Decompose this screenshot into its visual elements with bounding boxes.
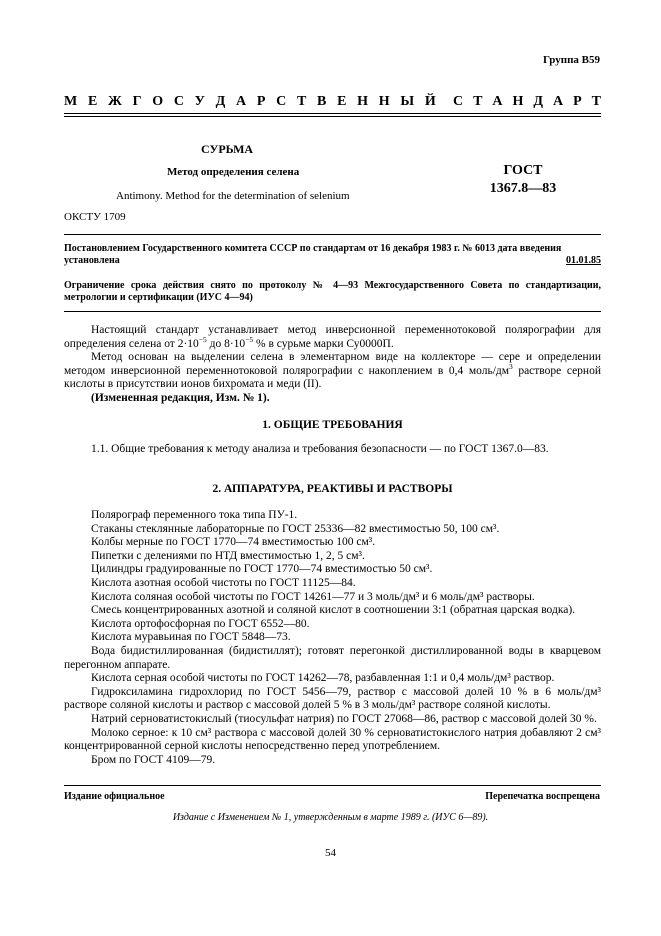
exp-1: −5 <box>198 334 207 344</box>
heading-letter: С <box>173 94 184 109</box>
heading-letter: Ж <box>108 94 122 109</box>
heading-letter: А <box>552 94 564 109</box>
heading-letter: У <box>194 94 205 109</box>
interstate-word <box>64 94 436 110</box>
heading-letter: Р <box>573 94 582 109</box>
standard-title: СУРЬМА <box>201 142 254 156</box>
list-item: Цилиндры градуированные по ГОСТ 1770—74 вместимостью 50 см³. <box>91 563 433 576</box>
heading-letter: Н <box>512 94 524 109</box>
section-1-title: 1. ОБЩИЕ ТРЕБОВАНИЯ <box>262 419 403 431</box>
decree-line-2: установлена <box>64 255 120 266</box>
gost-code: 1367.8—83 <box>489 181 557 196</box>
decree-line-1: Постановлением Государственного комитета СССР по стандартам от 16 декабря 1983 г. № 6013 дата введения <box>64 243 562 254</box>
rule-1 <box>64 234 601 235</box>
exp-2: −5 <box>245 334 254 344</box>
standard-subtitle: Метод определения селена <box>167 166 300 178</box>
heading-letter: Ы <box>400 94 415 109</box>
heading-letter: С <box>276 94 287 109</box>
heading-letter: Е <box>87 94 98 109</box>
heading-letter: Н <box>378 94 390 109</box>
intro-p2-a: Метод основан на выделении селена в элементарном виде на коллекторе — сере и определении методом инверсионной переменнотоковой полярографии с накоплением в 0,4 моль/дм <box>64 351 601 377</box>
restriction-note: Ограничение срока действия снято по протоколу № 4—93 Межгосударственного Совета по стандартизации, метрологии и сертификации (ИУС 4—94) <box>64 280 601 303</box>
heading-letter: О <box>152 94 164 109</box>
list-item: Смесь концентрированных азотной и соляной кислот в соотношении 3:1 (обратная царская водка). <box>91 604 576 617</box>
page-number: 54 <box>325 847 336 859</box>
heading-letter: М <box>64 94 78 109</box>
group-code: Группа В59 <box>542 54 600 66</box>
intro-p1-b: до 8·10 <box>206 337 246 350</box>
heading-letter: Е <box>337 94 347 109</box>
edition-note: Издание с Изменением № 1, утвержденным в марте 1989 г. (ИУС 6—89). <box>172 812 489 823</box>
list-item: Вода бидистиллированная (бидистиллят); готовят перегонкой дистиллированной воды в кварцевом перегонном аппарате. <box>64 644 601 671</box>
heading-letter: Н <box>357 94 369 109</box>
heading-letter: Т <box>591 94 601 109</box>
interstate-standard-heading <box>64 94 601 110</box>
list-item: Полярограф переменного тока типа ПУ-1. <box>91 509 298 521</box>
standard-word <box>453 94 601 110</box>
list-item: Стаканы стеклянные лабораторные по ГОСТ 25336—82 вместимостью 50, 100 см³. <box>91 522 500 535</box>
list-item: Бром по ГОСТ 4109—79. <box>91 753 216 766</box>
english-title: Antimony. Method for the determination of selenium <box>116 190 350 202</box>
header-double-rule <box>64 113 601 117</box>
intro-paragraph-2 <box>64 351 601 392</box>
intro-p1-a: Настоящий стандарт устанавливает метод инверсионной переменнотоковой полярографии для определения селена от 2·10 <box>64 324 601 350</box>
heading-letter: Т <box>473 94 483 109</box>
list-item: Кислота соляная особой чистоты по ГОСТ 14261—77 и 3 моль/дм³ и 6 моль/дм³ растворы. <box>91 590 535 603</box>
heading-letter: Д <box>215 94 226 109</box>
list-item: Колбы мерные по ГОСТ 1770—74 вместимостью 100 см³. <box>91 536 376 549</box>
effective-date: 01.01.85 <box>566 255 601 266</box>
reprint-prohibited: Перепечатка воспрещена <box>485 791 600 802</box>
rule-2 <box>64 311 601 312</box>
list-item: Молоко серное: к 10 см³ раствора с массовой долей 30 % серноватистокислого натрия добавляют 2 см³ концентрированной серной кислоты непосредственно перед употреблением. <box>64 726 601 753</box>
heading-letter: Д <box>533 94 543 109</box>
heading-letter: С <box>453 94 464 109</box>
apparatus-list <box>64 509 601 767</box>
heading-letter: В <box>317 94 327 109</box>
list-item: Кислота ортофосфорная по ГОСТ 6552—80. <box>91 617 310 630</box>
intro-p1-c: % в сурьме марки Су0000П. <box>253 337 394 350</box>
intro-p2-b: растворе серной кислоты в присутствии ионов бихромата и меди (II). <box>64 364 601 390</box>
heading-letter: А <box>236 94 247 109</box>
official-edition: Издание официальное <box>64 791 165 802</box>
section-2-title: 2. АППАРАТУРА, РЕАКТИВЫ И РАСТВОРЫ <box>212 483 453 495</box>
gost-number <box>468 162 578 198</box>
okstu-code: ОКСТУ 1709 <box>64 211 126 223</box>
heading-letter: Т <box>296 94 307 109</box>
heading-letter: Й <box>424 94 436 109</box>
amendment-text: (Измененная редакция, Изм. № 1). <box>91 392 270 404</box>
gost-label: ГОСТ <box>503 163 543 178</box>
intro-paragraph-1 <box>64 324 601 351</box>
list-item: Кислота серная особой чистоты по ГОСТ 14262—78, разбавленная 1:1 и 0,4 моль/дм³ раствор. <box>91 672 555 685</box>
heading-letter: Г <box>132 94 142 109</box>
amendment-note <box>64 392 601 406</box>
section-1-text <box>64 443 601 457</box>
list-item: Пипетки с делениями по НТД вместимостью 1, 2, 5 см³. <box>91 549 365 562</box>
list-item: Кислота азотная особой чистоты по ГОСТ 11125—84. <box>91 576 356 589</box>
footer-rule <box>64 785 601 786</box>
heading-letter: Р <box>256 94 266 109</box>
sup-3: 3 <box>509 361 513 371</box>
list-item: Кислота муравьиная по ГОСТ 5848—73. <box>91 631 291 644</box>
list-item: Гидроксиламина гидрохлорид по ГОСТ 5456—79, раствор с массовой долей 10 % в 6 моль/дм³ растворе соляной кислоты и раствор с массовой долей 5 % в 3 моль/дм³ растворе соляной кислоты. <box>64 685 601 712</box>
list-item: Натрий серноватистокислый (тиосульфат натрия) по ГОСТ 27068—86, раствор с массовой долей 30 %. <box>91 712 597 725</box>
section-1-body: 1.1. Общие требования к методу анализа и требования безопасности — по ГОСТ 1367.0—83. <box>91 443 549 455</box>
decree-text <box>64 243 601 267</box>
heading-letter: А <box>492 94 503 109</box>
